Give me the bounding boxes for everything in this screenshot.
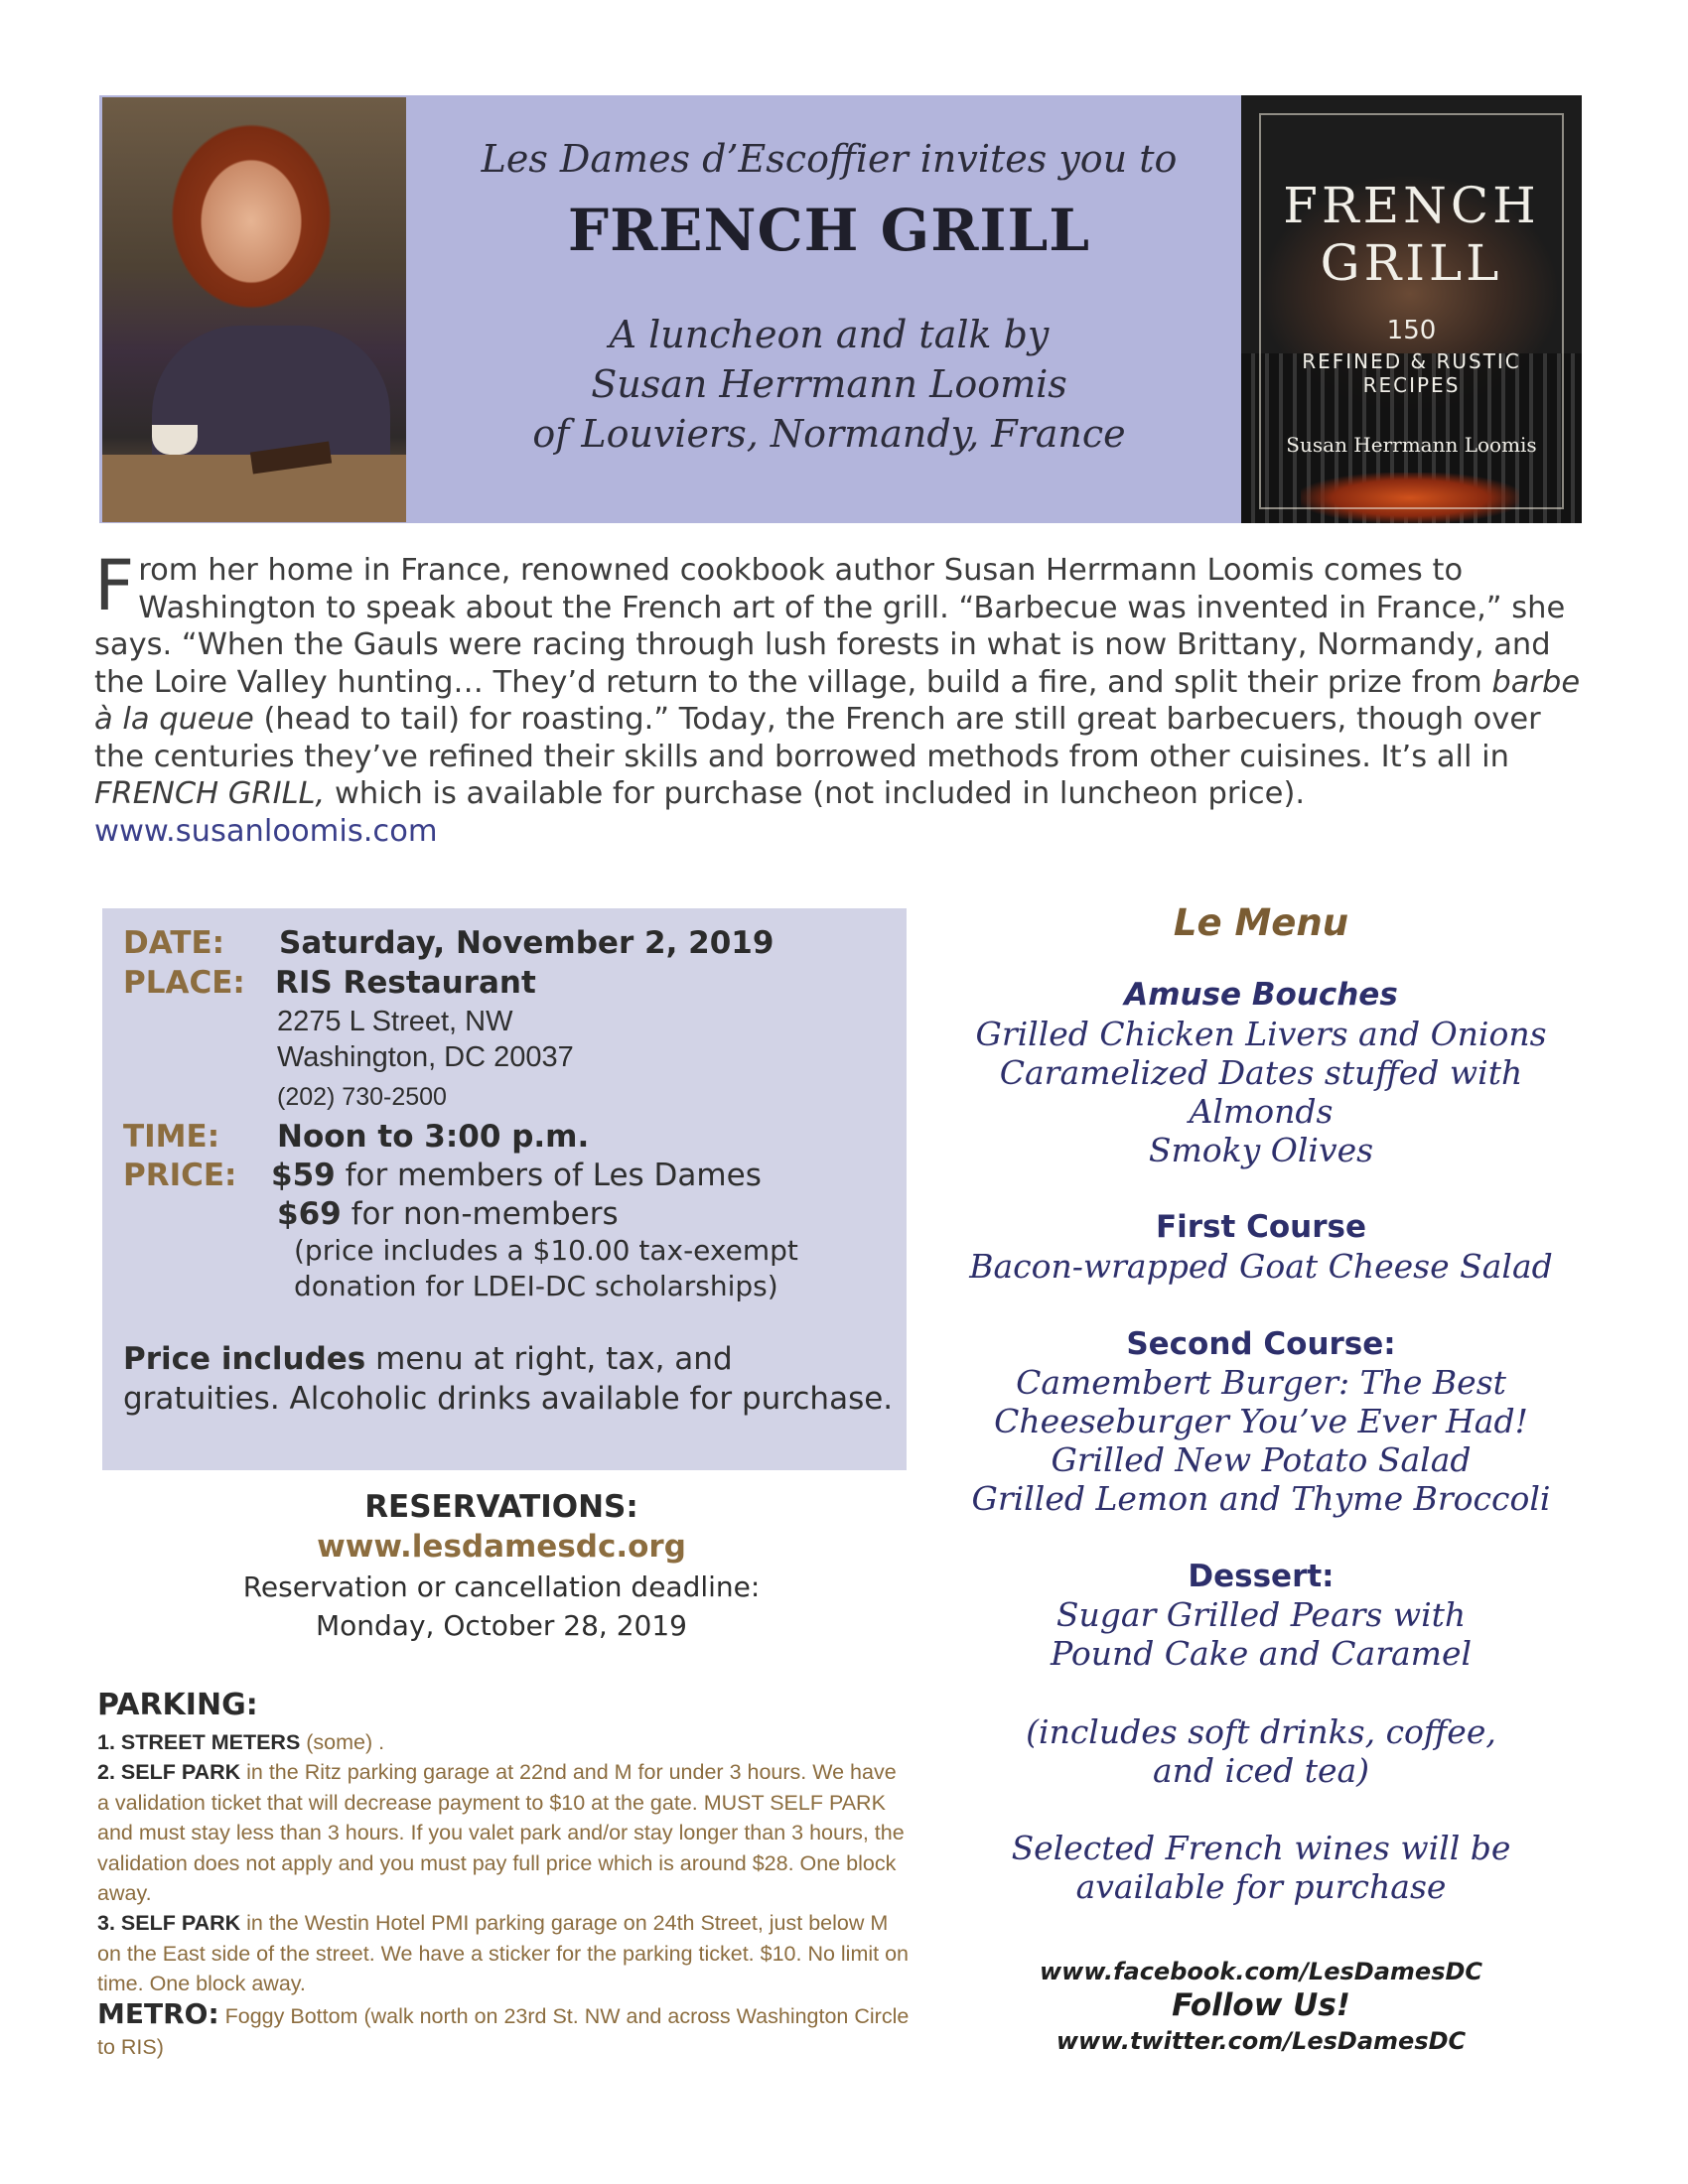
amuse-dish-1: Grilled Chicken Livers and Onions <box>975 1015 1547 1053</box>
price-nonmember-amount: $69 <box>277 1196 342 1232</box>
parking-item-2-text: in the Ritz parking garage at 22nd and M for under 3 hours. We have a validation ticket that will decrease payment to $10 at the gate. MUST SELF PARK and must stay less than 3 hours. If you valet park and/or stay longer than 3 hours, the validation does not apply and you must pay full price which is around $28. One block away. <box>97 1760 905 1905</box>
amuse-dish-2: Caramelized Dates stuffed with <box>999 1053 1523 1092</box>
book-cover-image <box>1241 95 1582 523</box>
dessert-title: Dessert: <box>1188 1559 1335 1594</box>
place-value: RIS Restaurant <box>275 965 536 1001</box>
subtitle-line-3: of Louviers, Normandy, France <box>532 412 1126 456</box>
photo-teacup <box>152 425 198 455</box>
price-note-2: donation for LDEI-DC scholarships) <box>294 1270 778 1302</box>
first-course-dish: Bacon-wrapped Goat Cheese Salad <box>969 1247 1553 1286</box>
book-title-1: FRENCH <box>1283 177 1540 234</box>
parking-item-1-text: (some) . <box>300 1730 385 1754</box>
subtitle-line-1: A luncheon and talk by <box>609 313 1050 356</box>
follow-us: Follow Us! <box>1172 1987 1350 2023</box>
time-label: TIME: <box>123 1119 220 1155</box>
wine-note-1: Selected French wines will be <box>1011 1829 1511 1867</box>
twitter-link[interactable]: www.twitter.com/LesDamesDC <box>1055 2027 1467 2055</box>
time-value: Noon to 3:00 p.m. <box>277 1119 590 1155</box>
book-author: Susan Herrmann Loomis <box>1286 433 1537 457</box>
book-line-1: REFINED & RUSTIC <box>1302 349 1521 373</box>
book-title-2: GRILL <box>1320 234 1503 292</box>
price-member-text: for members of Les Dames <box>335 1158 762 1193</box>
parking-item-3 <box>97 1908 912 1999</box>
price-note-1: (price includes a $10.00 tax-exempt <box>294 1234 798 1267</box>
price-member <box>271 1158 762 1193</box>
intro-italic-2: FRENCH GRILL, <box>94 776 326 811</box>
intro-paragraph <box>94 545 1594 850</box>
metro-info <box>97 1997 912 2062</box>
parking-item-3-bold: 3. SELF PARK <box>97 1911 241 1935</box>
reservations-link[interactable]: www.lesdamesdc.org <box>317 1529 686 1565</box>
price-nonmember <box>277 1196 619 1232</box>
second-course-dish-2: Cheeseburger You’ve Ever Had! <box>994 1402 1528 1440</box>
parking-item-3-text: in the Westin Hotel PMI parking garage on 24th Street, just below M on the East side of the street. We have a sticker for the parking ticket. $10. No limit on time. One block away. <box>97 1911 910 1995</box>
second-course-dish-1: Camembert Burger: The Best <box>1016 1363 1506 1402</box>
menu-includes-2: and iced tea) <box>1152 1751 1370 1790</box>
parking-item-2 <box>97 1757 912 1909</box>
amuse-dish-3: Almonds <box>1189 1092 1334 1131</box>
header-subtitle <box>412 310 1246 459</box>
intro-italic-1: barbe à la queue <box>94 664 1581 737</box>
dessert-dish-1: Sugar Grilled Pears with <box>1055 1595 1467 1634</box>
header-title: FRENCH GRILL <box>567 197 1091 264</box>
reservation-deadline-date: Monday, October 28, 2019 <box>316 1609 687 1642</box>
second-course-dish-4: Grilled Lemon and Thyme Broccoli <box>971 1479 1551 1518</box>
author-website-link[interactable]: www.susanloomis.com <box>94 813 438 849</box>
price-nonmember-text: for non-members <box>341 1196 619 1232</box>
wine-note-2: available for purchase <box>1075 1867 1447 1906</box>
phone-number: (202) 730-2500 <box>277 1083 447 1111</box>
amuse-title: Amuse Bouches <box>1124 977 1398 1013</box>
price-includes-text: menu at right, tax, and gratuities. Alcoholic drinks available for purchase. <box>123 1341 894 1417</box>
price-includes-bold: Price includes <box>123 1341 366 1377</box>
parking-title: PARKING: <box>97 1688 258 1722</box>
second-course-dish-3: Grilled New Potato Salad <box>1051 1440 1472 1479</box>
parking-item-1 <box>97 1727 912 1758</box>
menu-includes-1: (includes soft drinks, coffee, <box>1026 1712 1496 1751</box>
subtitle-line-2: Susan Herrmann Loomis <box>591 362 1067 406</box>
reservations-title: RESERVATIONS: <box>364 1489 638 1525</box>
book-line-2: RECIPES <box>1362 373 1461 397</box>
parking-item-1-bold: 1. STREET METERS <box>97 1730 301 1754</box>
drop-cap: F <box>94 545 135 626</box>
second-course-title: Second Course: <box>1126 1326 1396 1362</box>
intro-text-2: (head to tail) for roasting.” Today, the French are still great barbecuers, though over the centuries they’ve refined their skills and borrowed methods from other cuisines. It’s all in <box>94 702 1541 774</box>
intro-text-1: rom her home in France, renowned cookbook author Susan Herrmann Loomis comes to Washington to speak about the French art of the grill. “Barbecue was invented in France,” she says. “When the Gauls were racing through lush forests in what is now Brittany, Normandy, and the Loire Valley hunting… They’d return to the village, build a fire, and split their prize from <box>94 553 1566 700</box>
price-includes <box>123 1339 898 1419</box>
reservation-deadline-label: Reservation or cancellation deadline: <box>242 1570 761 1603</box>
dessert-dish-2: Pound Cake and Caramel <box>1050 1634 1473 1673</box>
menu-title: Le Menu <box>1173 901 1349 944</box>
amuse-dish-4: Smoky Olives <box>1148 1131 1374 1169</box>
header-invite: Les Dames d’Escoffier invites you to <box>481 137 1178 181</box>
book-count: 150 <box>1386 316 1437 345</box>
address-line-2: Washington, DC 20037 <box>277 1041 574 1073</box>
intro-text-3: which is available for purchase (not included in luncheon price). <box>325 776 1306 811</box>
price-label: PRICE: <box>123 1158 237 1193</box>
metro-text: Foggy Bottom (walk north on 23rd St. NW and across Washington Circle to RIS) <box>97 2004 910 2059</box>
date-label: DATE: <box>123 925 225 961</box>
first-course-title: First Course <box>1155 1209 1367 1245</box>
address-line-1: 2275 L Street, NW <box>277 1006 513 1037</box>
parking-item-2-bold: 2. SELF PARK <box>97 1760 241 1784</box>
price-member-amount: $59 <box>271 1158 336 1193</box>
metro-label: METRO: <box>97 1997 219 2030</box>
place-label: PLACE: <box>123 965 245 1001</box>
author-photo <box>102 97 406 522</box>
facebook-link[interactable]: www.facebook.com/LesDamesDC <box>1039 1958 1483 1985</box>
date-value: Saturday, November 2, 2019 <box>279 925 774 961</box>
